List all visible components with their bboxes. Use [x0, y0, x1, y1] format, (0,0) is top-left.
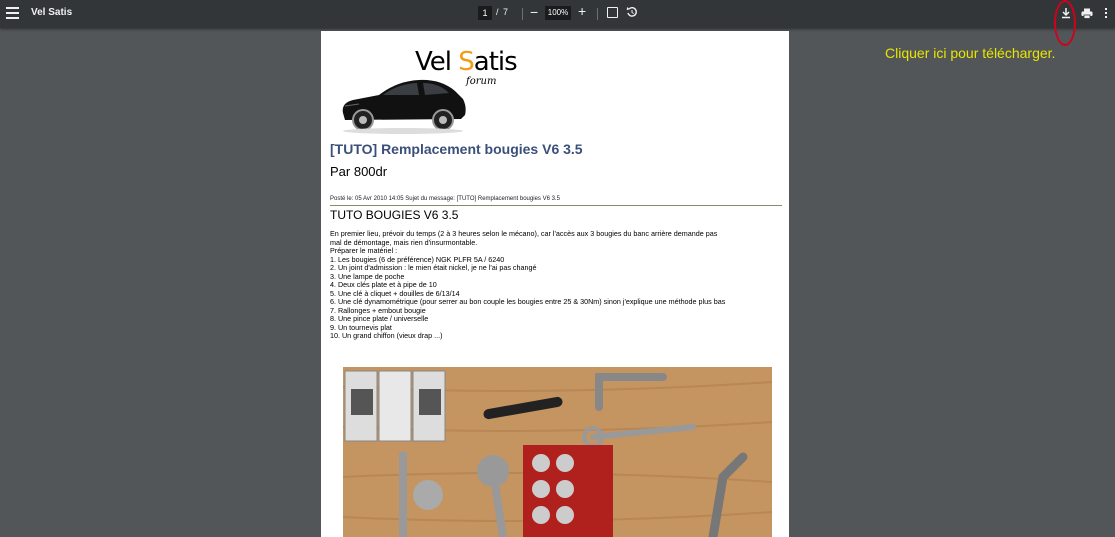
toolbar-divider: [597, 8, 598, 20]
car-image: [339, 73, 469, 135]
zoom-out-button[interactable]: −: [530, 4, 539, 20]
logo-subtitle: forum: [466, 76, 497, 87]
zoom-level-input[interactable]: 100%: [545, 6, 571, 20]
body-line: En premier lieu, prévoir du temps (2 à 3 heures selon le mécano), car l'accès aux 3 bougies du banc arrière demande pas: [330, 229, 718, 238]
post-title: TUTO BOUGIES V6 3.5: [330, 208, 459, 222]
body-line: 5. Une clé à cliquet + douilles de 6/13/14: [330, 288, 460, 298]
body-line: 8. Une pince plate / universelle: [330, 314, 429, 323]
download-highlight-circle: [1054, 0, 1076, 46]
document-heading: [TUTO] Remplacement bougies V6 3.5: [330, 141, 583, 157]
author-line: Par 800dr: [330, 164, 388, 179]
page-number-input[interactable]: 1: [478, 6, 492, 20]
body-line: 1. Les bougies (6 de préférence) NGK PLFR 5A / 6240: [330, 254, 505, 264]
toolbar-divider: [522, 8, 523, 20]
body-line: 9. Un tournevis plat: [330, 322, 392, 332]
body-line: 3. Une lampe de poche: [330, 271, 405, 281]
fit-to-page-icon[interactable]: [607, 7, 618, 18]
zoom-in-button[interactable]: +: [578, 3, 587, 19]
document-title: Vel Satis: [31, 7, 73, 18]
body-line: 7. Rallonges + embout bougie: [330, 305, 426, 315]
page-total: 7: [503, 7, 509, 17]
divider: [330, 205, 782, 206]
body-line: 4. Deux clés plate et à pipe de 10: [330, 280, 437, 289]
print-icon[interactable]: [1081, 8, 1093, 19]
pdf-page: [321, 31, 789, 537]
body-line: 6. Une clé dynamométrique (pour serrer au bon couple les bougies entre 25 & 30Nm) sinon j'explique une méthode plus bas: [330, 297, 726, 306]
more-options-icon[interactable]: [1104, 8, 1108, 20]
logo-text-s: S: [458, 47, 474, 77]
tools-photo: [343, 367, 772, 537]
post-body: [330, 230, 785, 341]
body-line: 2. Un joint d'admission : le mien était nickel, je ne l'ai pas changé: [330, 263, 537, 272]
logo-text-part: atis: [473, 47, 517, 77]
rotate-icon[interactable]: [626, 6, 638, 18]
download-hint-text: Cliquer ici pour télécharger.: [885, 45, 1056, 61]
logo-text-part: Vel: [415, 47, 459, 77]
post-meta: Posté le: 05 Avr 2010 14:05 Sujet du message: [TUTO] Remplacement bougies V6 3.5: [330, 196, 560, 202]
body-line: 10. Un grand chiffon (vieux drap ...): [330, 331, 443, 340]
page-separator: /: [496, 7, 499, 17]
body-line: Préparer le matériel :: [330, 246, 398, 255]
menu-icon[interactable]: [6, 7, 19, 21]
pdf-toolbar: [0, 0, 1115, 28]
body-line: mal de démontage, mais rien d'insurmontable.: [330, 237, 478, 247]
